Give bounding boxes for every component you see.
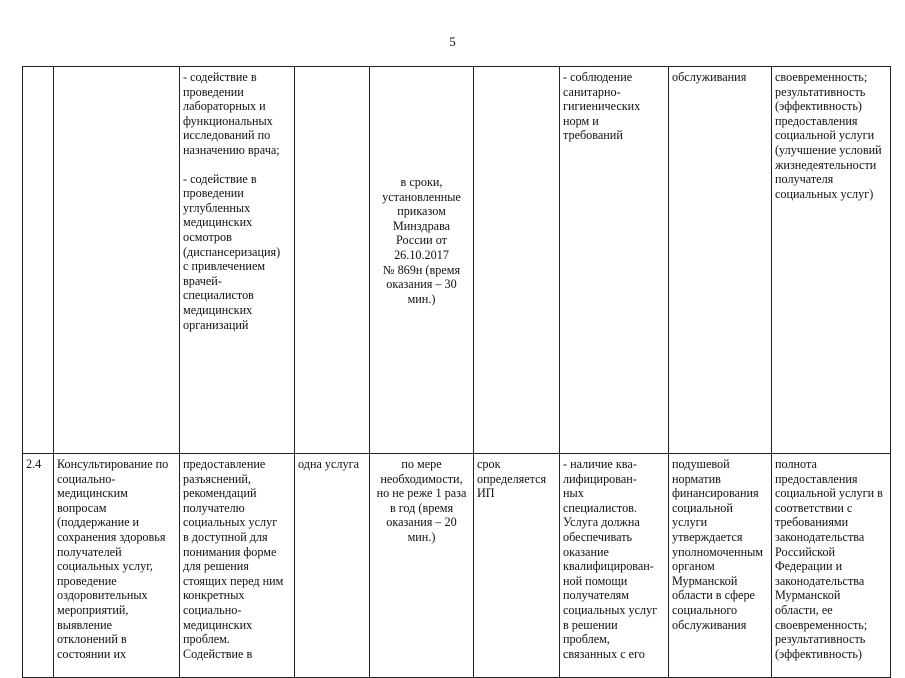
- cell-text-line: для решения: [183, 559, 249, 574]
- cell-text-line: разъяснений,: [183, 471, 251, 486]
- cell-text-line: назначению врача;: [183, 142, 280, 157]
- cell-text-line: установленные: [382, 189, 461, 204]
- cell-text-line: социального: [672, 602, 738, 617]
- cell-text-line: конкретных: [183, 588, 245, 603]
- financing-norm-cell: [669, 67, 772, 454]
- cell-text-line: проведении: [183, 186, 244, 201]
- cell-text-line: в доступной для: [183, 529, 268, 544]
- cell-text-line: Российской: [775, 544, 836, 559]
- service-volume-cell: [295, 454, 370, 678]
- service-name-cell: [54, 67, 180, 454]
- table-row: [23, 454, 891, 678]
- cell-text-line: получателей: [57, 544, 122, 559]
- cell-text-line: социально-: [57, 471, 116, 486]
- cell-text-line: стоящих перед ним: [183, 573, 284, 588]
- cell-text-line: Консультирование по: [57, 457, 169, 471]
- cell-text-line: финансирования: [672, 486, 759, 501]
- cell-text-line: медицинских: [183, 302, 253, 317]
- cell-text-line: № 869н (время: [382, 262, 461, 277]
- cell-text-line: социальной услуги в: [775, 486, 883, 501]
- cell-text-line: оказания – 30: [386, 277, 457, 292]
- cell-text-line: медицинских: [183, 215, 253, 230]
- cell-text-line: Услуга должна: [563, 515, 640, 530]
- service-terms-cell: [370, 454, 474, 678]
- cell-text-line: (поддержание и: [57, 515, 140, 530]
- cell-text-line: функциональных: [183, 113, 273, 128]
- cell-text-line: по мере: [401, 457, 442, 471]
- cell-text-line: своевременность;: [775, 70, 868, 84]
- results-evaluation-cell: [772, 454, 891, 678]
- cell-text-line: необходимости,: [380, 471, 463, 486]
- cell-text-line: получателя: [775, 172, 834, 187]
- cell-text-line: выявление: [57, 617, 113, 632]
- cell-text-line: требований: [563, 128, 623, 143]
- cell-text-line: Содействие в: [183, 646, 253, 661]
- cell-text-line: - содействие в: [183, 171, 257, 186]
- row-number-cell: [23, 67, 54, 454]
- cell-text-line: норм и: [563, 113, 599, 128]
- cell-text-line: в год (время: [389, 500, 454, 515]
- cell-text-line: (эффективность): [775, 646, 862, 661]
- cell-text-line: утверждается: [672, 529, 743, 544]
- cell-text-line: мин.): [407, 529, 436, 544]
- cell-text-line: Мурманской: [775, 588, 841, 603]
- cell-text-line: России от: [395, 233, 448, 248]
- cell-text-line: в решении: [563, 617, 618, 632]
- cell-text-line: социальной: [672, 500, 733, 515]
- cell-text-line: проведение: [57, 573, 117, 588]
- cell-text-line: социальных услуг: [183, 515, 278, 530]
- cell-text-line: осмотров: [183, 229, 232, 244]
- cell-text-line: услуги: [672, 515, 708, 530]
- services-table: [22, 66, 891, 678]
- cell-text-line: органом: [672, 559, 715, 574]
- cell-text-line: полнота: [775, 457, 817, 471]
- cell-text-line: Федерации и: [775, 559, 843, 574]
- cell-text-line: специалистов: [183, 288, 254, 303]
- cell-text-line: социальных услуг: [563, 602, 658, 617]
- cell-text-line: подушевой: [672, 457, 730, 471]
- cell-text-line: лабораторных и: [183, 99, 266, 114]
- cell-text-line: с привлечением: [183, 259, 266, 274]
- page-number: 5: [449, 34, 456, 49]
- quality-indicators-cell: [560, 454, 669, 678]
- cell-text-line: врачей-: [183, 273, 222, 288]
- cell-text-line: связанных с его: [563, 646, 645, 661]
- table-row: [23, 67, 891, 454]
- cell-text-line: области, ее: [775, 602, 833, 617]
- content-part-2: [183, 172, 291, 333]
- service-content-cell: [180, 67, 295, 454]
- cell-text-line: специалистов.: [563, 500, 637, 515]
- cell-text-line: - наличие ква-: [563, 457, 637, 471]
- cell-text-line: обслуживания: [672, 617, 747, 632]
- cell-text-line: законодательства: [775, 573, 865, 588]
- cell-text-line: результативность: [775, 632, 866, 647]
- cell-text-line: ных: [563, 486, 584, 501]
- cell-text-line: организаций: [183, 317, 249, 332]
- cell-text-line: определяется: [477, 471, 547, 486]
- cell-text-line: социальной услуги: [775, 128, 875, 143]
- service-terms-cell: [370, 67, 474, 454]
- service-conditions-cell: [474, 454, 560, 678]
- cell-text-line: оздоровительных: [57, 588, 148, 603]
- cell-text-line: проведении: [183, 84, 244, 99]
- cell-text-line: (улучшение условий: [775, 142, 882, 157]
- cell-text-line: уполномоченным: [672, 544, 763, 559]
- cell-text-line: социально-: [183, 602, 242, 617]
- cell-text-line: социальных услуг): [775, 186, 874, 201]
- cell-text-line: требованиями: [775, 515, 849, 530]
- cell-text-line: в сроки,: [400, 175, 443, 189]
- row-number-cell: 2.4: [23, 454, 54, 678]
- cell-text-line: области в сфере: [672, 588, 755, 603]
- cell-text-line: оказания – 20: [386, 515, 457, 530]
- cell-text-line: проблем.: [183, 632, 230, 647]
- cell-text-line: социальных услуг,: [57, 559, 153, 574]
- cell-text-line: углубленных: [183, 200, 251, 215]
- cell-text-line: проблем,: [563, 632, 610, 647]
- cell-text-line: жизнедеятельности: [775, 157, 877, 172]
- service-conditions-cell: [474, 67, 560, 454]
- cell-text-line: предоставление: [183, 457, 266, 471]
- cell-text-line: мероприятий,: [57, 602, 129, 617]
- results-evaluation-cell: [772, 67, 891, 454]
- cell-text-line: (эффективность): [775, 99, 862, 114]
- cell-text-line: ной помощи: [563, 573, 628, 588]
- cell-text-line: мин.): [407, 291, 436, 306]
- cell-text-line: гигиенических: [563, 99, 641, 114]
- cell-text-line: понимания форме: [183, 544, 277, 559]
- cell-text-line: предоставления: [775, 471, 858, 486]
- cell-text-line: 26.10.2017: [394, 247, 449, 262]
- cell-text-line: норматив: [672, 471, 721, 486]
- cell-text-line: лифицирован-: [563, 471, 637, 486]
- cell-text-line: своевременность;: [775, 617, 868, 632]
- cell-text-line: приказом: [397, 204, 446, 219]
- cell-text-line: санитарно-: [563, 84, 621, 99]
- cell-text-line: результативность: [775, 84, 866, 99]
- cell-text-line: соответствии с: [775, 500, 853, 515]
- service-name-cell: [54, 454, 180, 678]
- service-volume-cell: [295, 67, 370, 454]
- service-content-cell: [180, 454, 295, 678]
- cell-text-line: квалифицирован-: [563, 559, 654, 574]
- cell-text-line: Мурманской: [672, 573, 738, 588]
- cell-text-line: срок: [477, 457, 501, 471]
- cell-text-line: одна услуга: [298, 457, 360, 471]
- cell-text-line: ИП: [477, 486, 495, 501]
- quality-indicators-cell: [560, 67, 669, 454]
- cell-text-line: оказание: [563, 544, 609, 559]
- cell-text-line: получателям: [563, 588, 629, 603]
- content-part-1: [183, 70, 291, 158]
- cell-text-line: законодательства: [775, 529, 865, 544]
- financing-norm-cell: [669, 454, 772, 678]
- cell-text-line: медицинских: [183, 617, 253, 632]
- cell-text-line: обслуживания: [672, 70, 747, 84]
- cell-text-line: отклонений в: [57, 632, 127, 647]
- cell-text-line: (диспансеризация): [183, 244, 281, 259]
- cell-text-line: - содействие в: [183, 70, 257, 84]
- cell-text-line: сохранения здоровья: [57, 529, 166, 544]
- cell-text-line: обеспечивать: [563, 529, 633, 544]
- cell-text-line: исследований по: [183, 128, 271, 143]
- cell-text-line: медицинским: [57, 486, 128, 501]
- cell-text-line: вопросам: [57, 500, 107, 515]
- cell-text-line: получателю: [183, 500, 245, 515]
- cell-text-line: предоставления: [775, 113, 858, 128]
- cell-text-line: состоянии их: [57, 646, 127, 661]
- cell-text-line: но не реже 1 раза: [376, 486, 467, 501]
- cell-text-line: рекомендаций: [183, 486, 257, 501]
- cell-text-line: Минздрава: [392, 218, 451, 233]
- cell-text-line: - соблюдение: [563, 70, 633, 84]
